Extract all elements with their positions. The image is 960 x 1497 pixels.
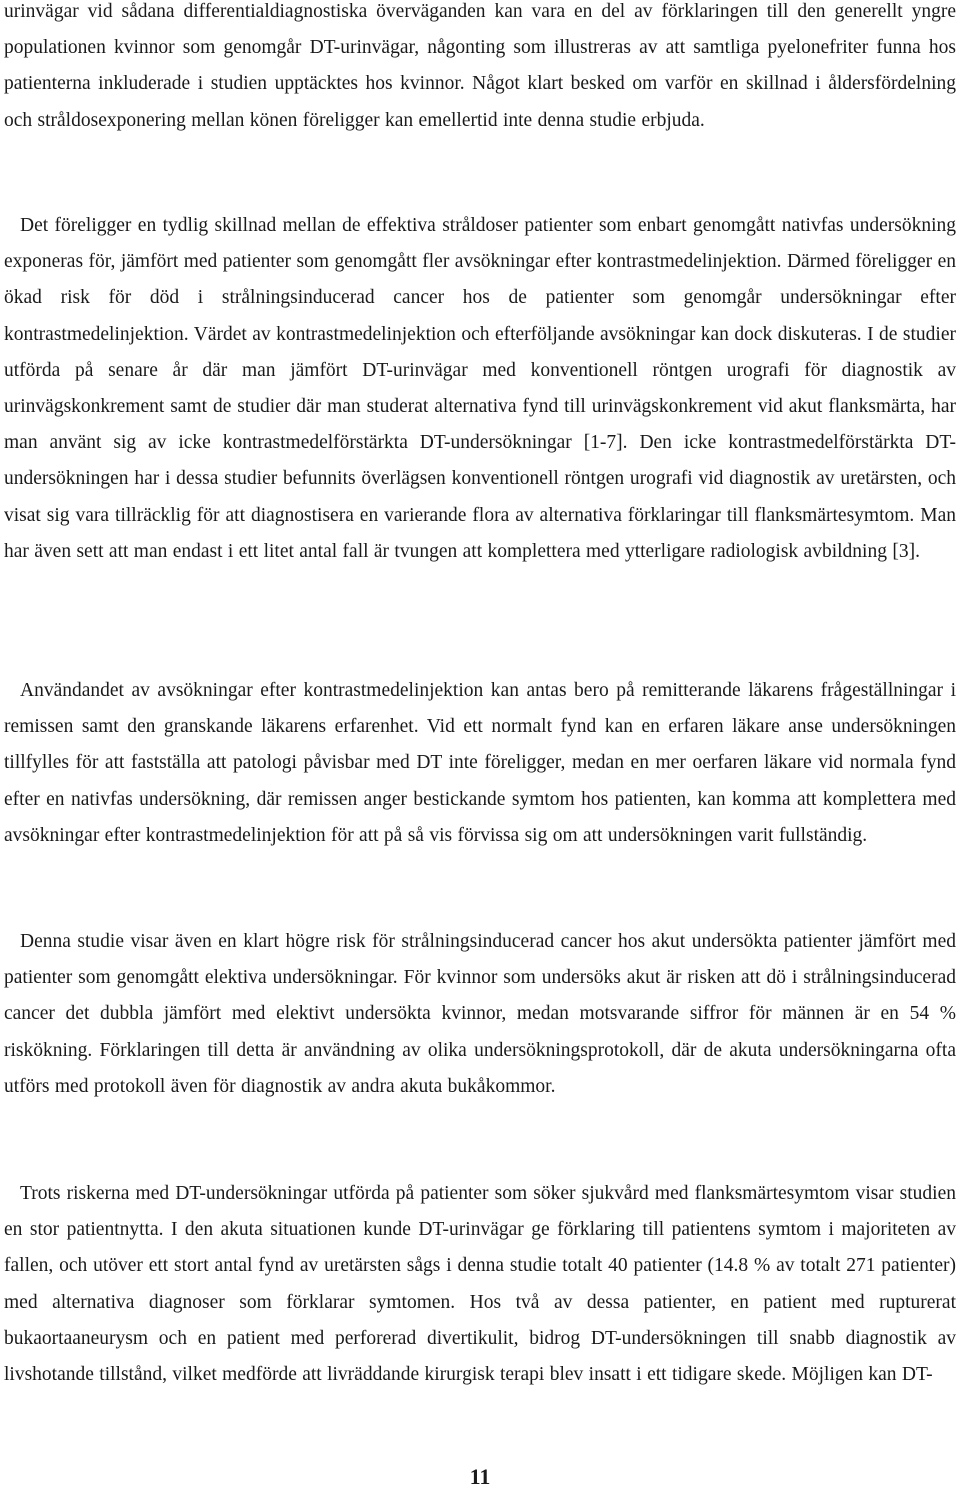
paragraph-4: Denna studie visar även en klart högre risk för strålningsinducerad cancer hos akut undersökta patienter jämfört med patienter som genomgått elektiva undersökningar. För kvinnor som undersöks akut är risken att dö i strålningsinducerad cancer det dubbla jämfört med elektivt undersökta kvinnor, medan motsvarande siffror för männen är en 54 % riskökning. Förklaringen till detta är användning av olika undersökningsprotokoll, där de akuta undersökningarna ofta utförs med protokoll även för diagnostik av andra akuta bukåkommor. xyxy=(4,931,956,1097)
paragraph-3: Användandet av avsökningar efter kontrastmedelinjektion kan antas bero på remitterande läkarens frågeställningar i remissen samt den granskande läkarens erfarenhet. Vid ett normalt fynd kan en erfaren läkare anse undersökningen tillfylles för att fastställa att patologi påvisbar med DT inte föreligger, medan en mer oerfaren läkare vid normala fynd efter en nativfas undersökning, där remissen anger bestickande symtom hos patienten, kan komma att komplettera med avsökningar efter kontrastmedelinjektion för att på så vis förvissa sig om att undersökningen varit fullständig. xyxy=(4,680,956,846)
paragraph-1: urinvägar vid sådana differentialdiagnostiska överväganden kan vara en del av förklaringen till den generellt yngre populationen kvinnor som genomgår DT-urinvägar, någonting som illustreras av att samtliga pyelonefriter funna hos patienterna inkluderade i studien upptäcktes hos kvinnor. Något klart besked om varför en skillnad i åldersfördelning och stråldosexponering mellan könen föreligger kan emellertid inte denna studie erbjuda. xyxy=(4,1,956,131)
paragraph-2: Det föreligger en tydlig skillnad mellan de effektiva stråldoser patienter som enbart genomgått nativfas undersökning exponeras för, jämfört med patienter som genomgått fler avsökningar efter kontrastmedelinjektion. Därmed föreligger en ökad risk för död i strålningsinducerad cancer hos de patienter som genomgår undersökningar efter kontrastmedelinjektion. Värdet av kontrastmedelinjektion och efterföljande avsökningar kan dock diskuteras. I de studier utförda på senare år där man jämfört DT-urinvägar med konventionell röntgen urografi för diagnostik av urinvägskonkrement samt de studier där man studerat alternativa fynd till urinvägskonkrement vid akut flanksmärta, har man använt sig av icke kontrastmedelförstärkta DT-undersökningar [1-7]. Den icke kontrastmedelförstärkta DT-undersökningen har i dessa studier befunnits överlägsen konventionell röntgen urografi vid diagnostik av uretärsten, och visat sig vara tillräcklig för att diagnostisera en varierande flora av alternativa förklaringar till flanksmärtesymtom. Man har även sett att man endast i ett litet antal fall är tvungen att komplettera med ytterligare radiologisk avbildning [3]. xyxy=(4,215,956,562)
page-number: 11 xyxy=(469,1464,491,1489)
paragraph-5: Trots riskerna med DT-undersökningar utförda på patienter som söker sjukvård med flanksmärtesymtom visar studien en stor patientnytta. I den akuta situationen kunde DT-urinvägar ge förklaring till patientens symtom i majoriteten av fallen, och utöver ett stort antal fynd av uretärsten sågs i denna studie totalt 40 patienter (14.8 % av totalt 271 patienter) med alternativa diagnoser som förklarar symtomen. Hos två av dessa patienter, en patient med rupturerat bukaortaaneurysm och en patient med perforerad divertikulit, bidrog DT-undersökningen till snabb diagnostik av livshotande tillstånd, vilket medförde att livräddande kirurgisk terapi blev insatt i ett tidigare skede. Möjligen kan DT- xyxy=(4,1183,956,1386)
